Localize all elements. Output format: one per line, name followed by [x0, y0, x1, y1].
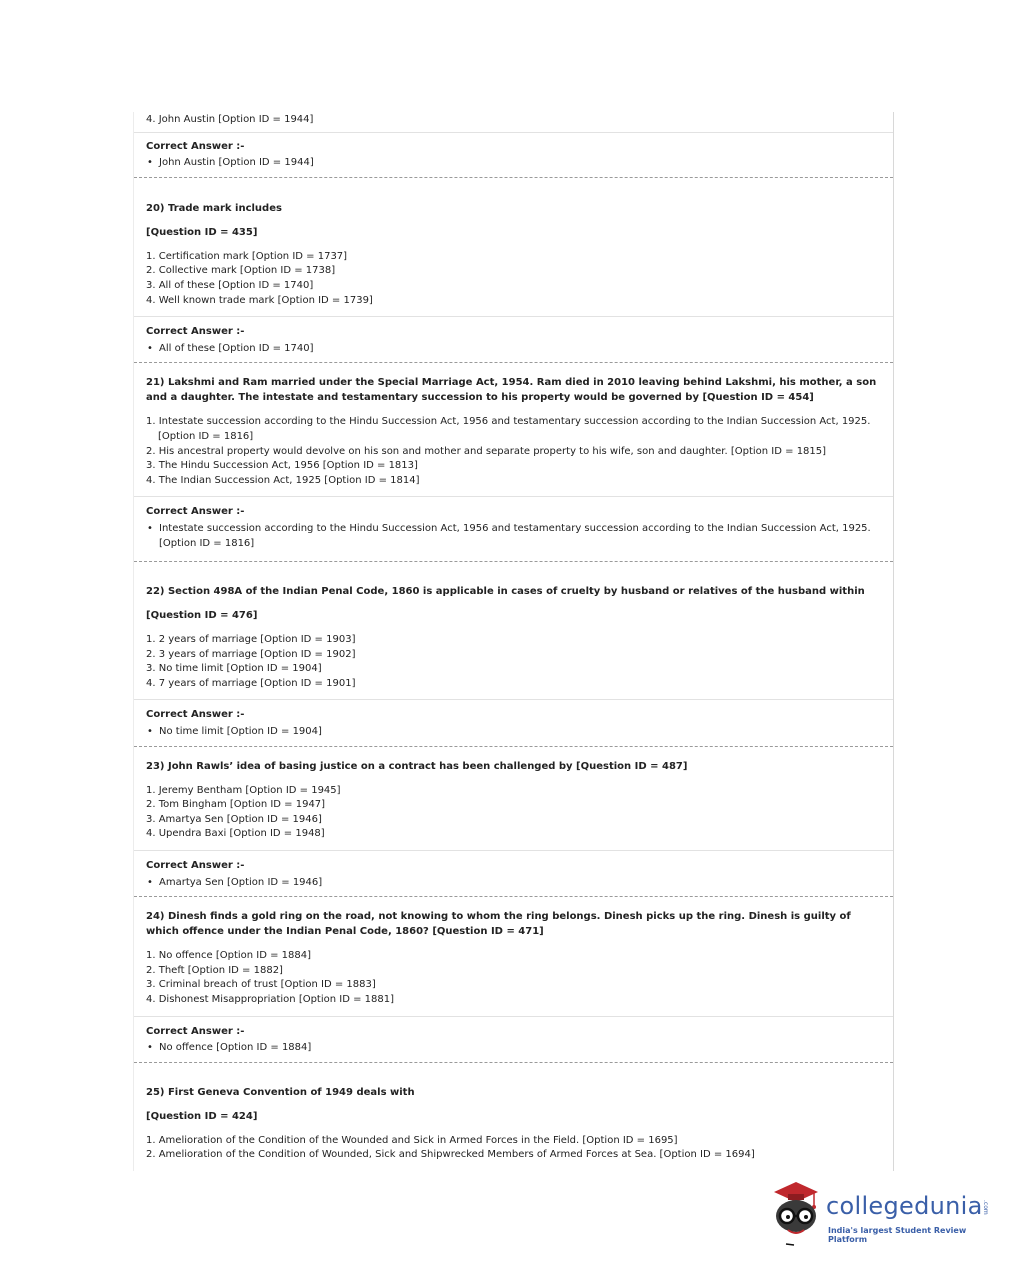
option-item: 2. His ancestral property would devolve on his son and mother and separate property to his wife, son and daughter. [Option ID = 1815]: [146, 445, 827, 457]
q21-correct-answer: [134, 496, 893, 562]
answer-item: • Amartya Sen [Option ID = 1946]: [147, 876, 323, 888]
options-list: [146, 415, 881, 488]
question-title: 24) Dinesh finds a gold ring on the road, not knowing to whom the ring belongs. Dinesh picks up the ring. Dinesh is guilty of which offence under the Indian Penal Code, 1860? [Question ID = 471]: [146, 911, 851, 938]
collegedunia-logo: [766, 1178, 996, 1248]
logo-domain: .com: [982, 1200, 989, 1215]
option-item: 1. Amelioration of the Condition of the Wounded and Sick in Armed Forces in the Field. [Option ID = 1695]: [146, 1134, 678, 1146]
option-item: 4. Upendra Baxi [Option ID = 1948]: [146, 828, 325, 840]
q22-correct-answer: [134, 699, 893, 746]
question-25: [134, 1063, 893, 1171]
question-title: 22) Section 498A of the Indian Penal Code, 1860 is applicable in cases of cruelty by husband or relatives of the husband within: [146, 586, 865, 598]
prev-question-tail: [134, 112, 893, 132]
correct-answer-label: Correct Answer :-: [146, 860, 245, 872]
answer-item: • No time limit [Option ID = 1904]: [147, 726, 322, 738]
option-item: 2. Theft [Option ID = 1882]: [146, 964, 283, 976]
option-item: 2. Tom Bingham [Option ID = 1947]: [146, 799, 326, 811]
option-item: 4. Well known trade mark [Option ID = 1739]: [146, 294, 373, 306]
option-item: 3. Amartya Sen [Option ID = 1946]: [146, 813, 322, 825]
question-24: [134, 897, 893, 1015]
option-item: 2. 3 years of marriage [Option ID = 1902]: [146, 648, 356, 660]
options-list: [146, 1134, 881, 1163]
option-item: 1. Jeremy Bentham [Option ID = 1945]: [146, 784, 341, 796]
answer-item: • All of these [Option ID = 1740]: [147, 342, 314, 354]
question-title: 21) Lakshmi and Ram married under the Special Marriage Act, 1954. Ram died in 2010 leaving behind Lakshmi, his mother, a son and a daughter. The intestate and testamentary succession to his property would be governed by [Question ID = 454]: [146, 377, 877, 404]
question-id: [Question ID = 424]: [146, 1110, 258, 1122]
option-item: 4. John Austin [Option ID = 1944]: [146, 114, 314, 125]
option-item: 3. Criminal breach of trust [Option ID = 1883]: [146, 979, 376, 991]
question-title: 20) Trade mark includes: [146, 202, 282, 214]
option-item: 3. All of these [Option ID = 1740]: [146, 279, 314, 291]
q24-correct-answer: [134, 1016, 893, 1063]
correct-answer-label: Correct Answer :-: [146, 506, 245, 518]
question-23: [134, 747, 893, 850]
option-item: 4. The Indian Succession Act, 1925 [Option ID = 1814]: [146, 474, 420, 486]
correct-answer-label: Correct Answer :-: [146, 326, 245, 338]
option-item: 4. 7 years of marriage [Option ID = 1901]: [146, 677, 356, 689]
answer-item: • Intestate succession according to the Hindu Succession Act, 1956 and testamentary succession according to the Indian Succession Act, 1925. [Option ID = 1816]: [147, 522, 871, 549]
options-list: [146, 633, 881, 691]
prev-correct-answer: [134, 132, 893, 178]
option-item: 3. The Hindu Succession Act, 1956 [Option ID = 1813]: [146, 460, 418, 472]
correct-answer-label: Correct Answer :-: [146, 709, 245, 721]
options-list: [146, 784, 881, 842]
option-item: 2. Collective mark [Option ID = 1738]: [146, 265, 336, 277]
question-id: [Question ID = 435]: [146, 226, 258, 238]
question-id: [Question ID = 476]: [146, 610, 258, 622]
option-item: 1. No offence [Option ID = 1884]: [146, 950, 312, 962]
logo-tagline: India's largest Student Review Platform: [828, 1226, 967, 1244]
answer-item: • John Austin [Option ID = 1944]: [147, 157, 314, 169]
option-item: 1. 2 years of marriage [Option ID = 1903]: [146, 634, 356, 646]
mascot-icon: [766, 1178, 826, 1248]
question-title: 23) John Rawls’ idea of basing justice on a contract has been challenged by [Question ID = 487]: [146, 760, 688, 772]
options-list: [146, 949, 881, 1007]
answer-item: • No offence [Option ID = 1884]: [147, 1042, 312, 1054]
logo-wordmark: collegedunia: [826, 1192, 983, 1220]
q20-correct-answer: [134, 316, 893, 363]
option-item: 2. Amelioration of the Condition of Wounded, Sick and Shipwrecked Members of Armed Forces at Sea. [Option ID = 1694]: [146, 1149, 755, 1161]
q23-correct-answer: [134, 850, 893, 897]
option-item: 1. Certification mark [Option ID = 1737]: [146, 250, 348, 262]
option-item: 1. Intestate succession according to the Hindu Succession Act, 1956 and testamentary succession according to the Indian Succession Act, 1925. [Option ID = 1816]: [146, 416, 871, 442]
option-item: 4. Dishonest Misappropriation [Option ID = 1881]: [146, 994, 395, 1005]
question-20: [134, 178, 893, 316]
option-item: 3. No time limit [Option ID = 1904]: [146, 663, 322, 675]
question-21: [134, 363, 893, 496]
question-title: 25) First Geneva Convention of 1949 deals with: [146, 1086, 415, 1098]
correct-answer-label: Correct Answer :-: [146, 140, 245, 152]
question-22: [134, 562, 893, 699]
options-list: [146, 250, 881, 308]
correct-answer-label: Correct Answer :-: [146, 1025, 245, 1037]
document-page: [133, 112, 894, 1171]
